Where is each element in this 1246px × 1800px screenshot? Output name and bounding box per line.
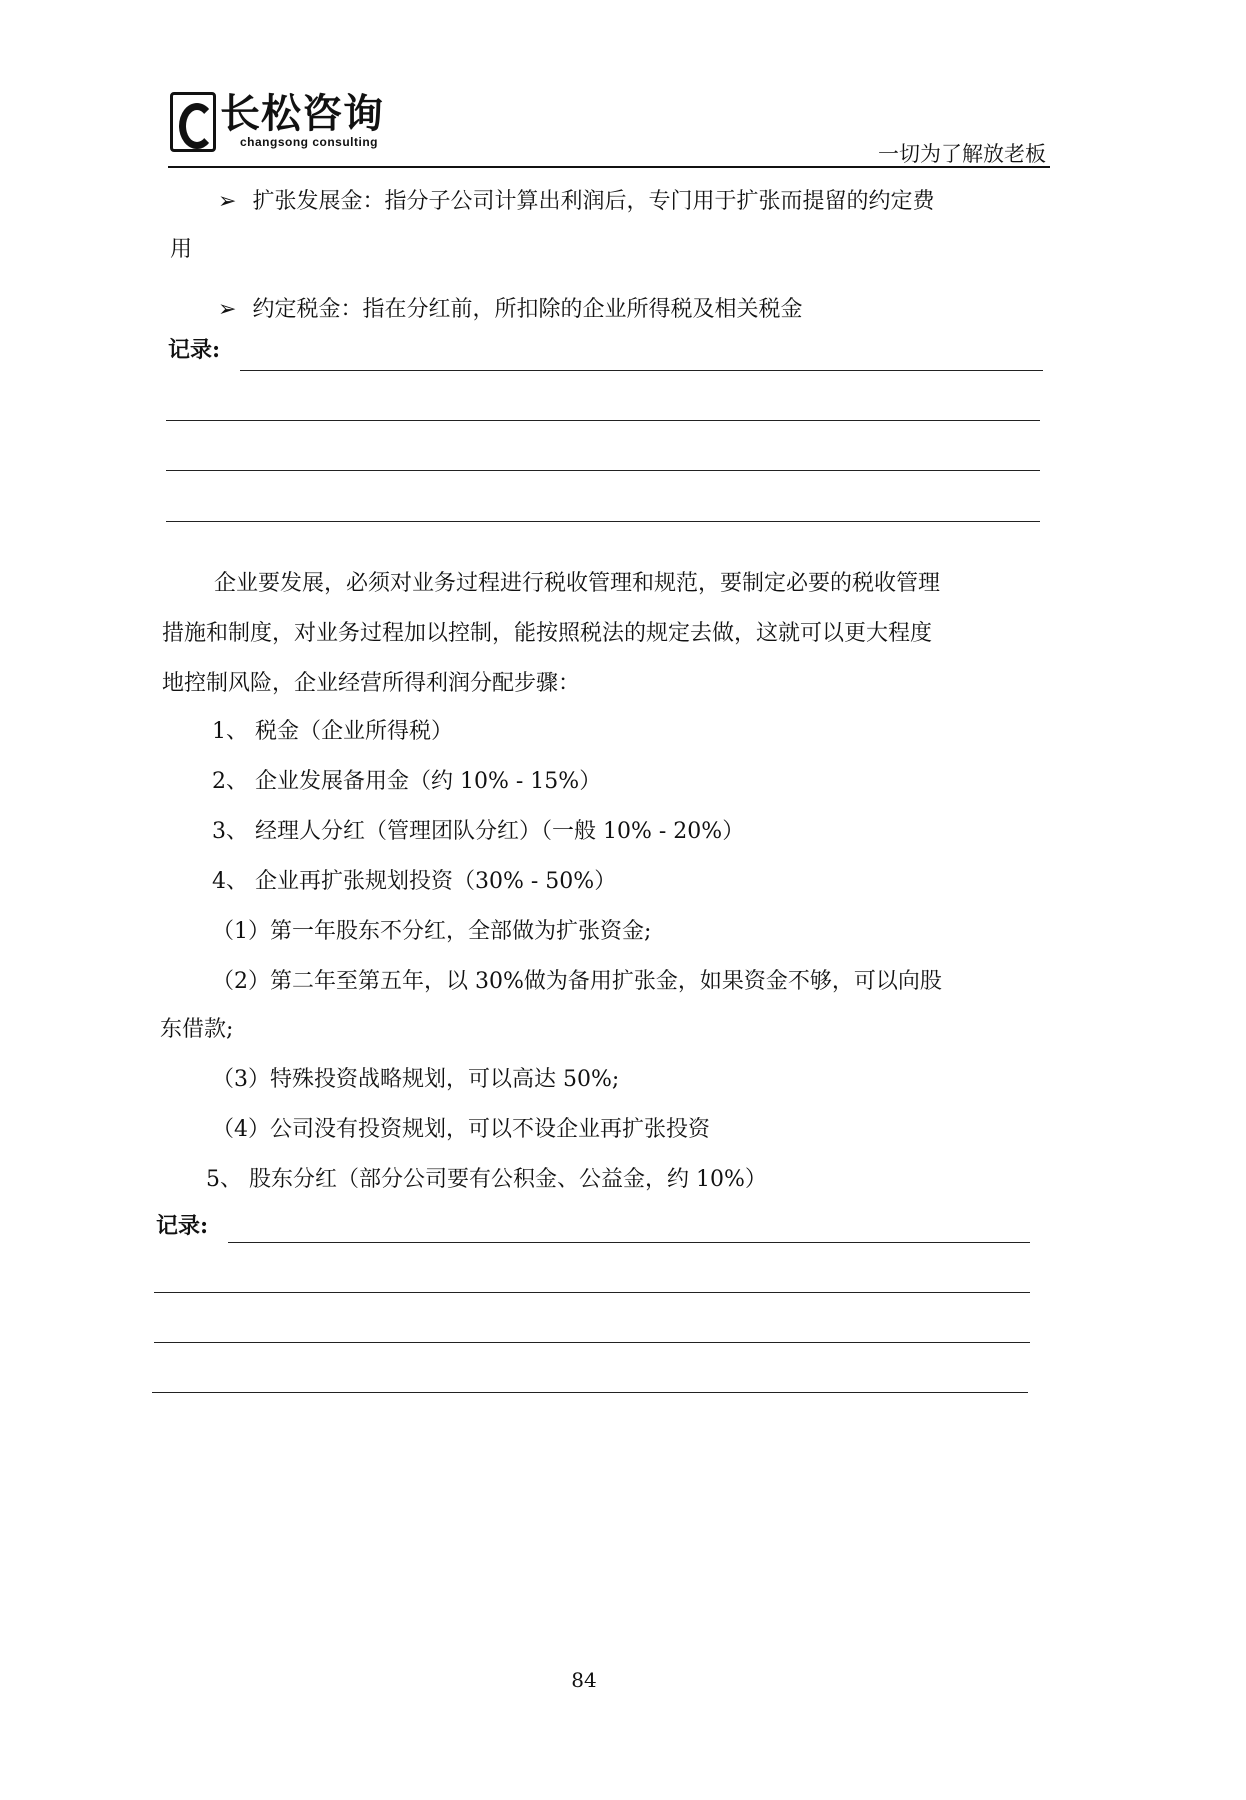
step-item: 5、 股东分红（部分公司要有公积金、公益金，约 10%） (206, 1167, 767, 1192)
definition-expansion-fund (218, 188, 934, 216)
step-item: 4、 企业再扩张规划投资（30% - 50%） (212, 869, 617, 894)
definition-text: 约定税金：指在分红前，所扣除的企业所得税及相关税金 (252, 297, 803, 322)
step-item: 2、 企业发展备用金（约 10% - 15%） (212, 769, 602, 794)
record-label: 记录: (168, 337, 221, 363)
record-line[interactable] (154, 1342, 1030, 1343)
substep-continuation: 东借款; (160, 1017, 234, 1042)
logo-c-icon (170, 92, 216, 152)
record-label: 记录: (156, 1213, 209, 1239)
paragraph-line: 措施和制度，对业务过程加以控制，能按照税法的规定去做，这就可以更大程度 (162, 621, 933, 646)
record-line[interactable] (154, 1292, 1030, 1293)
arrow-bullet-icon: ➢ (218, 297, 237, 322)
header-slogan: 一切为了解放老板 (878, 142, 1046, 166)
paragraph-line: 企业要发展，必须对业务过程进行税收管理和规范，要制定必要的税收管理 (214, 571, 941, 596)
logo-chinese-name: 长松咨询 (220, 91, 384, 137)
header-divider (168, 166, 1050, 168)
record-line[interactable] (166, 420, 1040, 421)
record-line[interactable] (166, 470, 1040, 471)
substep-item: （2）第二年至第五年，以 30%做为备用扩张金，如果资金不够，可以向股 (212, 969, 942, 994)
logo-english-name: changsong consulting (240, 135, 378, 149)
definition-continuation: 用 (170, 237, 193, 262)
company-logo (170, 92, 384, 152)
paragraph-line: 地控制风险，企业经营所得利润分配步骤： (162, 671, 581, 696)
page-number: 84 (571, 1668, 597, 1692)
record-line[interactable] (166, 521, 1040, 522)
definition-agreed-tax (218, 296, 802, 324)
substep-item: （1）第一年股东不分红，全部做为扩张资金; (212, 919, 652, 944)
substep-item: （3）特殊投资战略规划，可以高达 50%; (212, 1067, 620, 1092)
definition-text: 扩张发展金：指分子公司计算出利润后，专门用于扩张而提留的约定费 (252, 189, 935, 214)
step-item: 1、 税金（企业所得税） (212, 719, 453, 744)
step-item: 3、 经理人分红（管理团队分红）（一般 10% - 20%） (212, 819, 745, 844)
record-line[interactable] (240, 370, 1043, 371)
arrow-bullet-icon: ➢ (218, 189, 237, 214)
substep-item: （4）公司没有投资规划，可以不设企业再扩张投资 (212, 1117, 710, 1142)
logo-text (220, 92, 384, 148)
record-line[interactable] (152, 1392, 1028, 1393)
record-line[interactable] (228, 1242, 1030, 1243)
